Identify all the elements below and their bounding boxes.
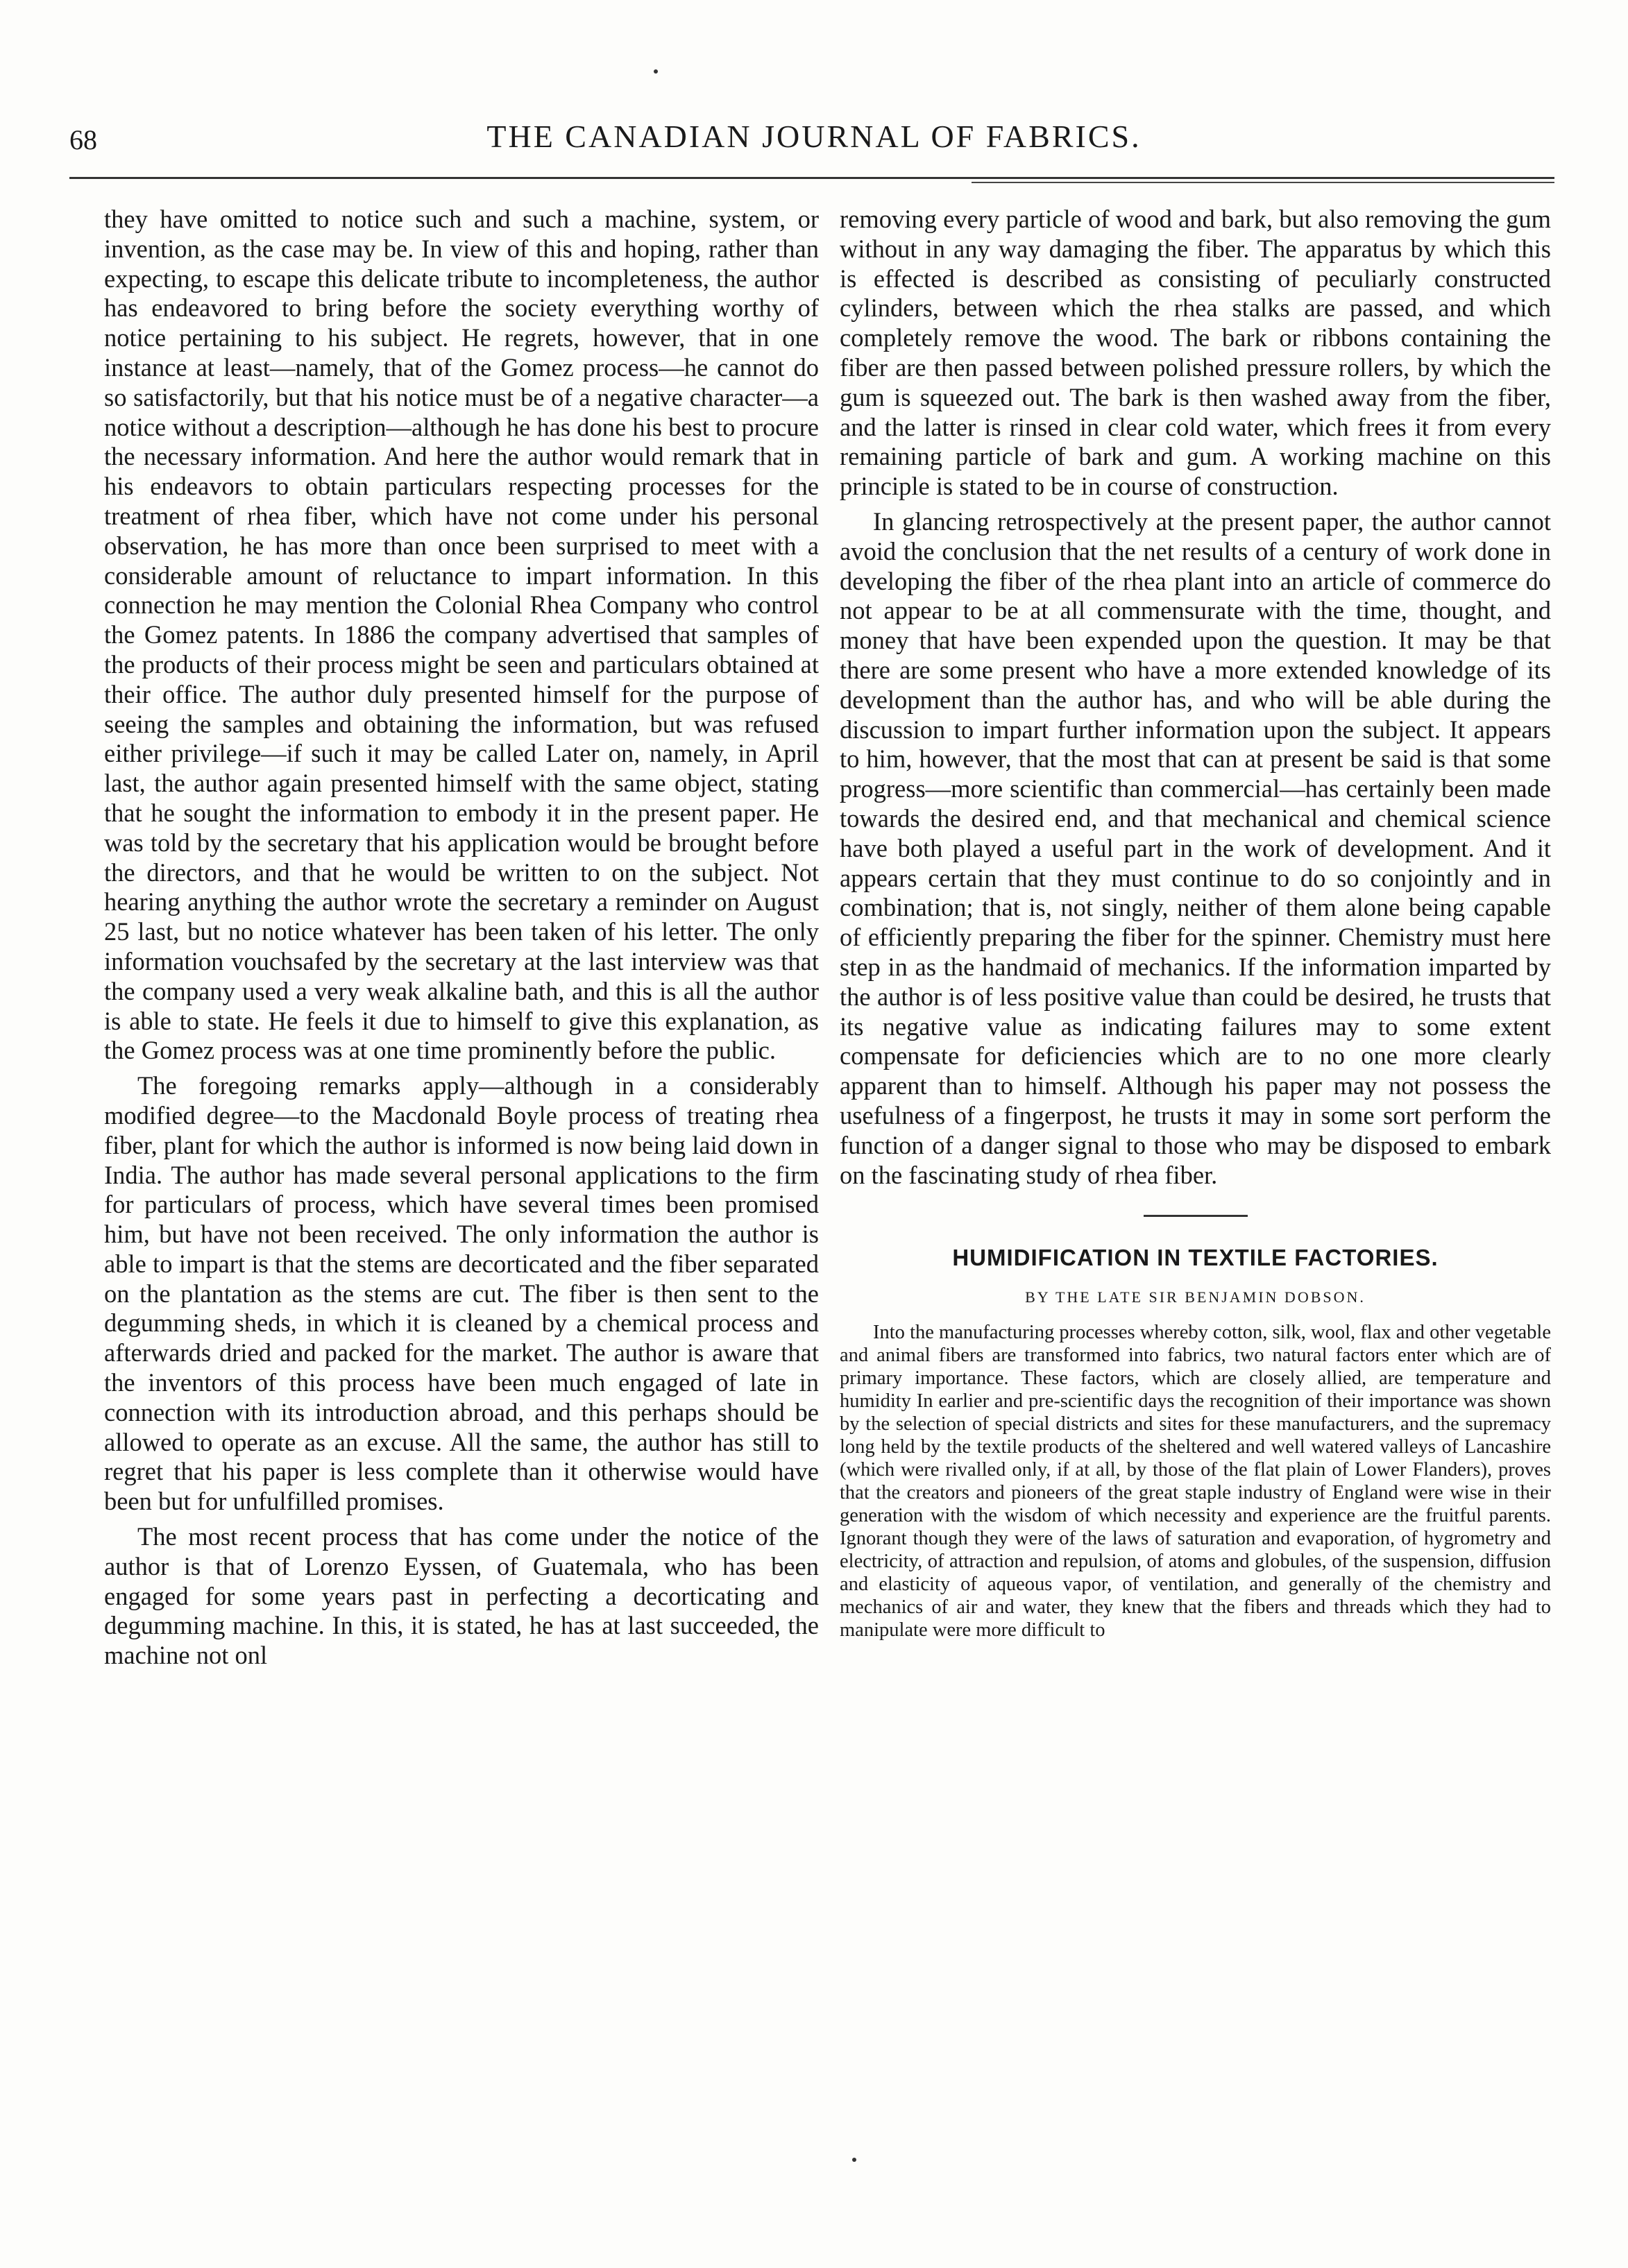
article-byline: BY THE LATE SIR BENJAMIN DOBSON. — [1025, 1288, 1366, 1306]
page-number: 68 — [69, 124, 97, 155]
paragraph: The foregoing remarks apply—although in a considerably modified degree—to the Macdonald Boyle process of treating rhea fiber, plant for which the author is informed is now being laid down in India. The author has made several personal applications to the firm for particulars of process, which have several times been promised him, but have not been received. The only information the author is able to impart is that the stems are decorticated and the fiber separated on the plantation as the stems are cut. The fiber is then sent to the degumming sheds, in which it is cleaned by a chemical process and afterwards dried and packed for the market. The author is aware that the inventors of this process have been much engaged of late in connection with its introduction abroad, and this perhaps should be allowed to operate as an excuse. All the same, the author has still to regret that his paper is less complete than it otherwise would have been but for unfulfilled promises. — [104, 1071, 819, 1516]
section-divider — [1144, 1215, 1248, 1217]
right-column — [840, 205, 1551, 1642]
article-body: Into the manufacturing processes whereby cotton, silk, wool, flax and other vegetable and animal fibers are transformed into fabrics, two natural factors enter which are of primary importance. These factors, which are closely allied, are temperature and humidity In earlier and pre-scientific days the recognition of their importance was shown by the selection of special districts and sites for these manufacturers, and the supremacy long held by the textile products of the sheltered and well watered valleys of Lancashire (which were rivalled only, if at all, by those of the flat plain of Lower Flanders), proves that the creators and pioneers of the great staple industry of England were wise in their generation with the wisdom of which necessity and experience are the fruitful parents. Ignorant though they were of the laws of saturation and evaporation, of hygrometry and electricity, of attraction and repulsion, of atoms and globules, of the suspension, diffusion and elasticity of aqueous vapor, of ventilation, and generally of the chemistry and mechanics of air and water, they knew that the fibers and threads which they had to manipulate were more difficult to — [840, 1321, 1551, 1641]
left-column — [104, 205, 819, 1671]
article-title: HUMIDIFICATION IN TEXTILE FACTORIES. — [952, 1245, 1439, 1271]
page-header — [0, 118, 1628, 167]
journal-title: THE CANADIAN JOURNAL OF FABRICS. — [486, 119, 1142, 154]
paragraph: they have omitted to notice such and such a machine, system, or invention, as the case may be. In view of this and hoping, rather than expecting, to escape this delicate tribute to incompleteness, the author has endeavored to bring before the society everything worthy of notice pertaining to his subject. He regrets, however, that in one instance at least—namely, that of the Gomez process—he cannot do so satisfactorily, but that his notice must be of a negative character—a notice without a description—although he has done his best to procure the necessary information. And here the author would remark that in his endeavors to obtain particulars respecting processes for the treatment of rhea fiber, which have not come under his personal observation, he has more than once been surprised to meet with a considerable amount of reluctance to impart information. In this connection he may mention the Colonial Rhea Company who control the Gomez patents. In 1886 the company advertised that samples of the products of their process might be seen and particulars obtained at their office. The author duly presented himself for the purpose of seeing the samples and obtaining the information, but was refused either privilege—if such it may be called Later on, namely, in April last, the author again presented himself with the same object, stating that he sought the information to embody it in the present paper. He was told by the secretary that his application would be brought before the directors, and that he would be written to on the subject. Not hearing anything the author wrote the secretary a reminder on August 25 last, but no notice whatever has been taken of his letter. The only information vouchsafed by the secretary at the last interview was that the company used a very weak alkaline bath, and this is all the author is able to state. He feels it due to himself to give this explanation, as the Gomez process was at one time prominently before the public. — [104, 205, 819, 1065]
paragraph: The most recent process that has come under the notice of the author is that of Lorenzo Eyssen, of Guatemala, who has been engaged for some years past in perfecting a decorticating and degumming machine. In this, it is stated, he has at last succeeded, the machine not onl — [104, 1522, 819, 1670]
paragraph: removing every particle of wood and bark, but also removing the gum without in any way damaging the fiber. The apparatus by which this is effected is described as consisting of peculiarly constructed cylinders, between which the rhea stalks are passed, and which completely remove the wood. The bark or ribbons containing the fiber are then passed between polished pressure rollers, by which the gum is squeezed out. The bark is then washed away from the fiber, and the latter is rinsed in clear cold water, which frees it from every remaining particle of bark and gum. A working machine on this principle is stated to be in course of construction. — [840, 205, 1551, 501]
paragraph: In glancing retrospectively at the present paper, the author cannot avoid the conclusion that the net results of a century of work done in developing the fiber of the rhea plant into an article of commerce do not appear to be at all commensurate with the time, thought, and money that have been expended upon the question. It may be that there are some present who have a more extended knowledge of its development than the author has, and who will be able during the discussion to impart further information upon the subject. It appears to him, however, that the most that can at present be said is that some progress—more scientific than commercial—has certainly been made towards the desired end, and that mechanical and chemical science have both played a useful part in the work of development. And it appears certain that they must continue to do so conjointly and in combination; that is, not singly, neither of them alone being capable of efficiently preparing the fiber for the spinner. Chemistry must here step in as the handmaid of mechanics. If the information imparted by the author is of less positive value than could be desired, he trusts that its negative value as indicating failures may to some extent compensate for deficiencies which are to no one more clearly apparent than to himself. Although his paper may not possess the usefulness of a fingerpost, he trusts it may in some sort perform the function of a danger signal to those who may be disposed to embark on the fascinating study of rhea fiber. — [840, 506, 1551, 1189]
header-rule-secondary — [972, 182, 1554, 183]
header-rule — [69, 177, 1554, 179]
print-mark-top — [654, 69, 658, 74]
print-mark-bottom — [852, 2158, 856, 2162]
